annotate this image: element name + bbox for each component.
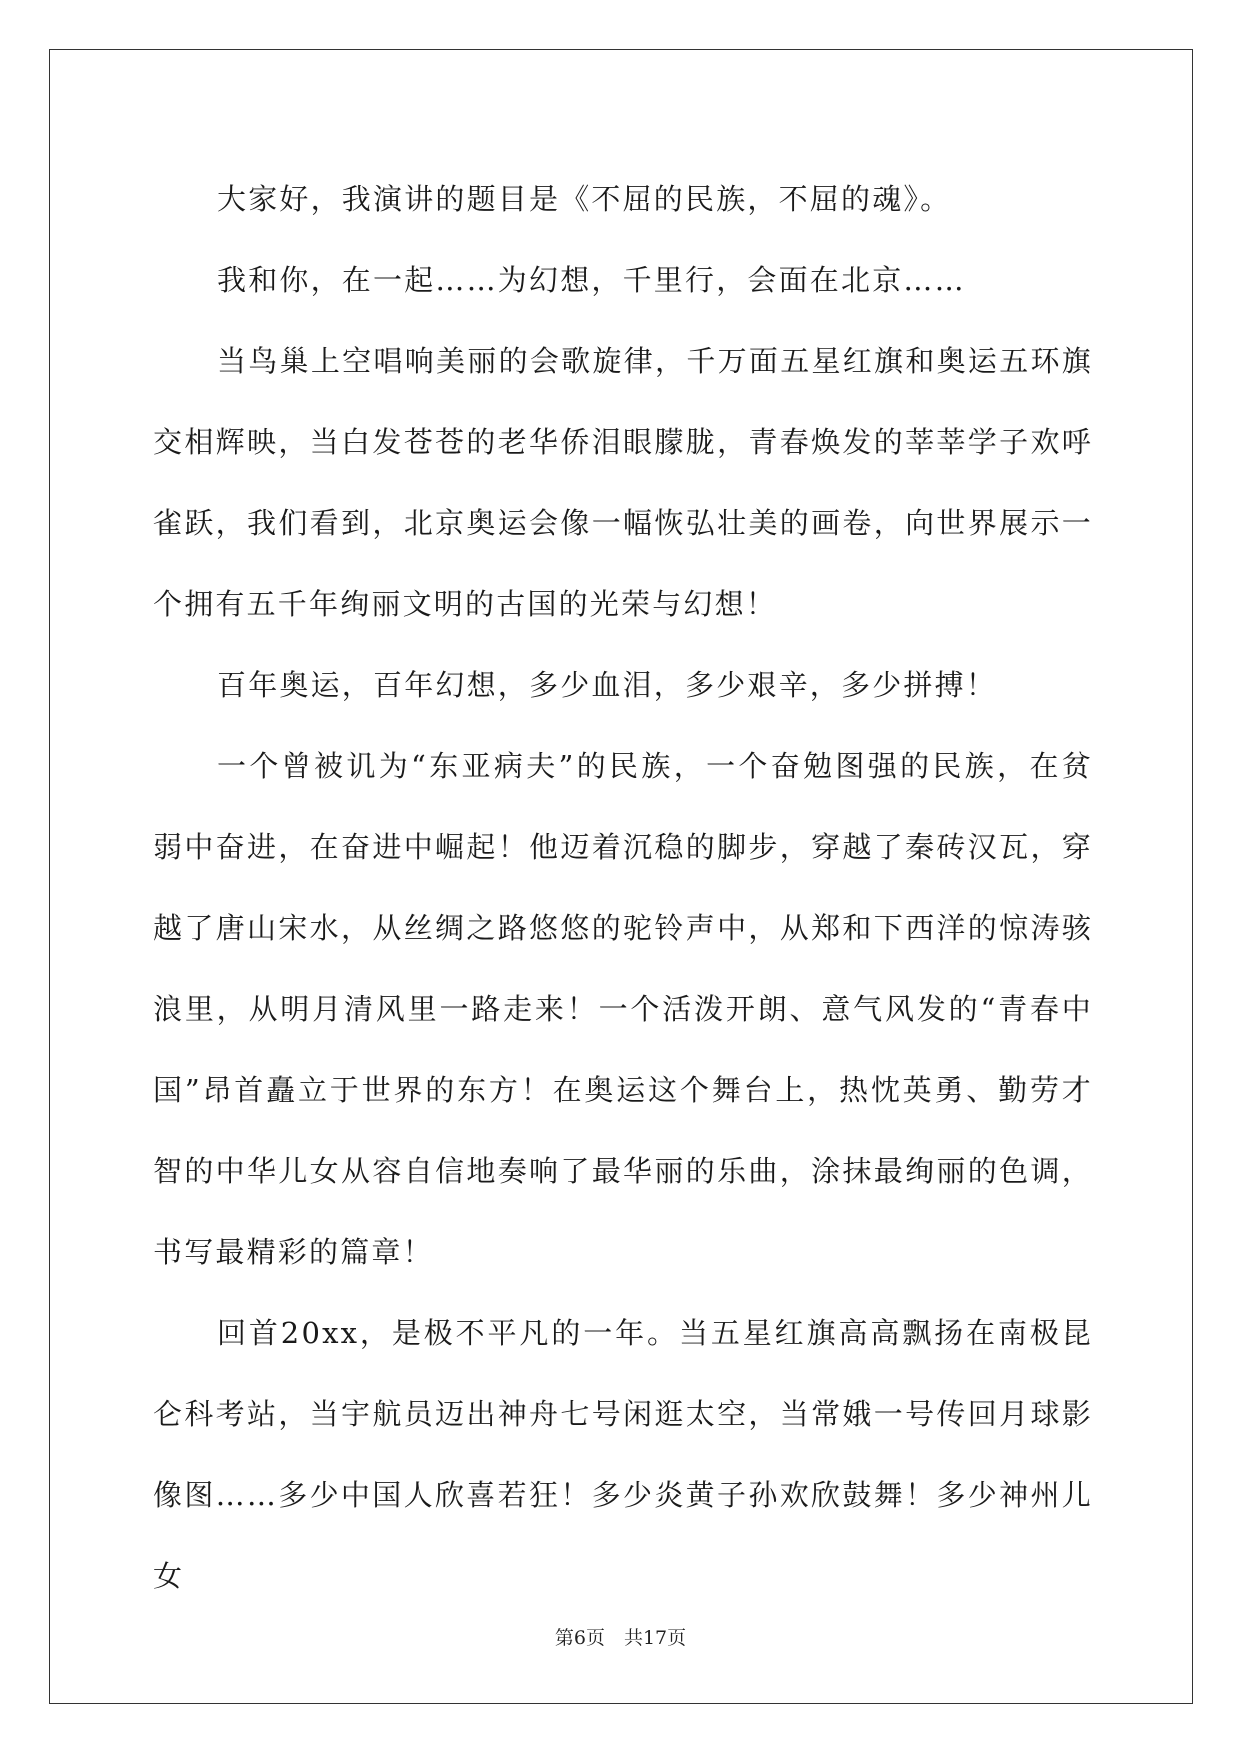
document-body [153,159,1093,1617]
page-number-footer: 第6页 共17页 [554,1627,687,1649]
paragraph-6: 回首20xx，是极不平凡的一年。当五星红旗高高飘扬在南极昆仑科考站，当宇航员迈出神舟七号闲逛太空，当常娥一号传回月球影像图……多少中国人欣喜若狂！多少炎黄子孙欢欣鼓舞！多少神州儿女 [153,1316,1093,1593]
paragraph-2: 我和你，在一起……为幻想，千里行，会面在北京…… [217,263,966,297]
paragraph-5: 一个曾被讥为“东亚病夫”的民族，一个奋勉图强的民族，在贫弱中奋进，在奋进中崛起！他迈着沉稳的脚步，穿越了秦砖汉瓦，穿越了唐山宋水，从丝绸之路悠悠的驼铃声中，从郑和下西洋的惊涛骇浪里，从明月清风里一路走来！一个活泼开朗、意气风发的“青春中国”昂首矗立于世界的东方！在奥运这个舞台上，热忱英勇、勤劳才智的中华儿女从容自信地奏响了最华丽的乐曲，涂抹最绚丽的色调，书写最精彩的篇章！ [153,749,1093,1269]
paragraph-4: 百年奥运，百年幻想，多少血泪，多少艰辛，多少拼搏！ [217,668,998,702]
paragraph-1: 大家好，我演讲的题目是《不屈的民族，不屈的魂》。 [217,182,952,216]
paragraph-3: 当鸟巢上空唱响美丽的会歌旋律，千万面五星红旗和奥运五环旗交相辉映，当白发苍苍的老华侨泪眼朦胧，青春焕发的莘莘学子欢呼雀跃，我们看到，北京奥运会像一幅恢弘壮美的画卷，向世界展示一个拥有五千年绚丽文明的古国的光荣与幻想！ [153,344,1093,621]
